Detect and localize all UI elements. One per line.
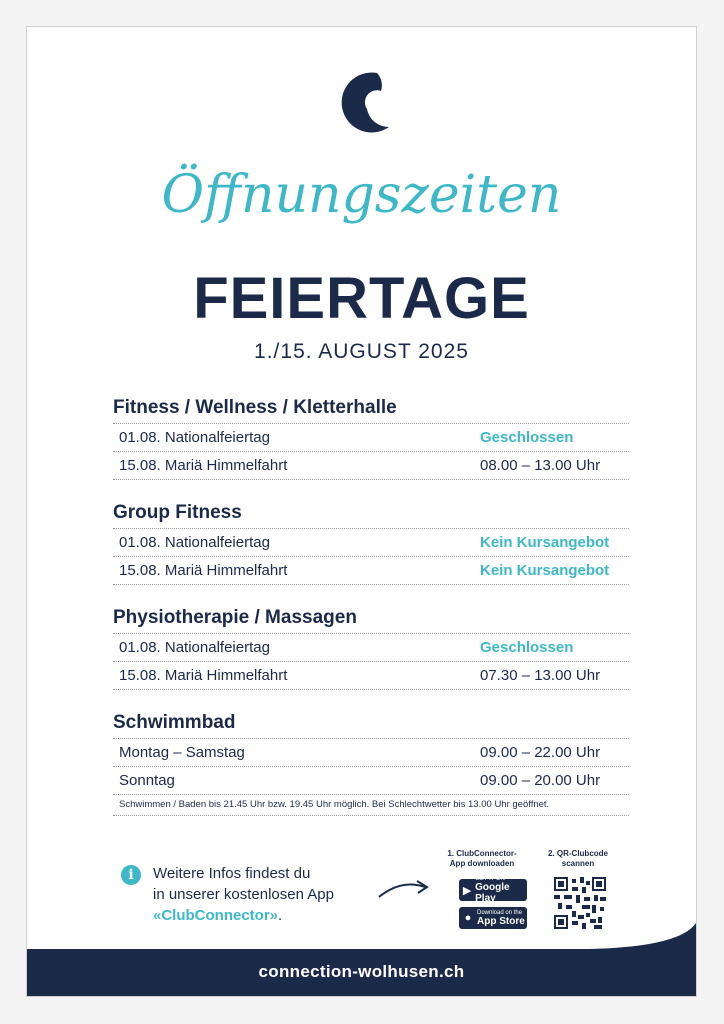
app-name: «ClubConnector»: [153, 907, 279, 924]
footer-url[interactable]: connection-wolhusen.ch: [258, 962, 465, 981]
play-icon: ▶: [462, 884, 472, 897]
apple-small: Download on the: [477, 909, 523, 916]
table-row: [113, 423, 629, 451]
row-value: Geschlossen: [480, 639, 574, 656]
info-suffix: .: [278, 907, 283, 924]
table-row: [113, 451, 629, 480]
row-label: 01.08. Nationalfeiertag: [119, 429, 270, 446]
hours-table: [113, 423, 629, 480]
section-physio: [113, 603, 629, 690]
section-fitness: [113, 393, 629, 480]
poster: [26, 26, 697, 997]
table-row: [113, 661, 629, 690]
apple-big: App Store: [477, 915, 525, 927]
row-value: Geschlossen: [480, 429, 574, 446]
table-row: [113, 766, 629, 795]
hours-table: [113, 633, 629, 690]
hours-table: [113, 528, 629, 585]
google-small: GET IT ON: [475, 876, 505, 882]
google-big: Google Play: [475, 882, 510, 904]
section-schwimmbad: [113, 708, 629, 816]
row-value: 07.30 – 13.00 Uhr: [480, 667, 601, 684]
row-label: Sonntag: [119, 772, 175, 789]
hours-table: [113, 738, 629, 795]
info-line-1: Weitere Infos findest du: [153, 865, 311, 882]
section-title: Physiotherapie / Massagen: [113, 607, 357, 628]
row-label: 15.08. Mariä Himmelfahrt: [119, 457, 288, 474]
step-2-line-1: 2. QR-Clubcode: [547, 849, 608, 858]
step-1-line-2: App downloaden: [449, 859, 515, 868]
club-logo-icon: [337, 69, 391, 133]
row-label: 15.08. Mariä Himmelfahrt: [119, 667, 288, 684]
row-label: Montag – Samstag: [119, 744, 245, 761]
table-row: [113, 528, 629, 556]
info-icon: i: [121, 865, 141, 885]
row-label: 15.08. Mariä Himmelfahrt: [119, 562, 288, 579]
page-title: FEIERTAGE: [193, 266, 530, 331]
step-1-line-1: 1. ClubConnector-: [447, 849, 517, 858]
table-row: [113, 738, 629, 766]
step-2-line-2: scannen: [561, 859, 595, 868]
row-value: Kein Kursangebot: [480, 534, 610, 551]
row-value: Kein Kursangebot: [480, 562, 610, 579]
section-title: Group Fitness: [113, 502, 242, 523]
row-label: 01.08. Nationalfeiertag: [119, 534, 270, 551]
section-title: Schwimmbad: [113, 712, 236, 733]
row-value: 09.00 – 22.00 Uhr: [480, 744, 601, 761]
table-row: [113, 633, 629, 661]
info-line-2: in unserer kostenlosen App: [153, 886, 334, 903]
section-title: Fitness / Wellness / Kletterhalle: [113, 397, 397, 418]
row-value: 08.00 – 13.00 Uhr: [480, 457, 601, 474]
footnote: Schwimmen / Baden bis 21.45 Uhr bzw. 19.45 Uhr möglich. Bei Schlechtwetter bis 13.00 Uhr geöffnet.: [113, 795, 629, 816]
date-line: 1./15. AUGUST 2025: [254, 340, 469, 363]
script-title: Öffnungszeiten: [161, 165, 562, 225]
section-group-fitness: [113, 498, 629, 585]
row-value: 09.00 – 20.00 Uhr: [480, 772, 601, 789]
table-row: [113, 556, 629, 585]
row-label: 01.08. Nationalfeiertag: [119, 639, 270, 656]
apple-icon: ●: [464, 912, 472, 924]
